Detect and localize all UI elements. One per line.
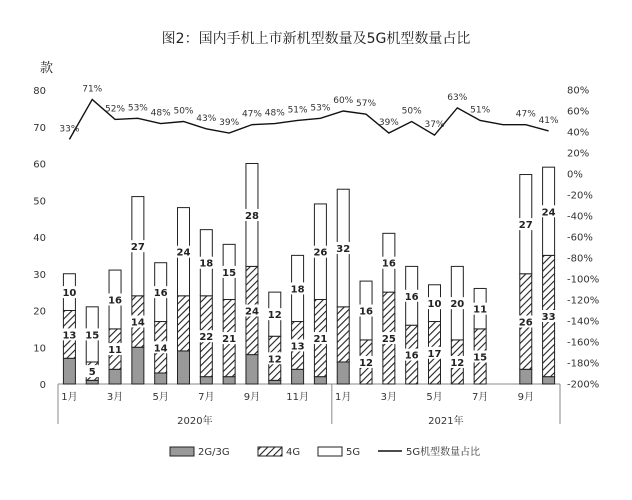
legend-swatch-5g <box>318 447 342 456</box>
pct-label: 48% <box>264 108 285 119</box>
bar-data-label: 10 <box>62 288 77 300</box>
bar-2g3g <box>269 380 281 384</box>
bar-data-label: 24 <box>541 207 556 219</box>
pct-label: 53% <box>127 103 148 114</box>
bar-4g <box>337 307 349 362</box>
legend-swatch-2g3g <box>170 447 194 456</box>
bar-data-label: 13 <box>62 330 77 342</box>
bar-2g3g <box>200 377 212 384</box>
y-axis-label: 款 <box>40 61 54 76</box>
legend-label-pct: 5G机型数量占比 <box>406 447 481 458</box>
y2-tick-label: -160% <box>567 337 600 349</box>
y-tick-label: 20 <box>33 306 46 318</box>
bar-data-label: 5 <box>88 367 96 379</box>
bar-data-label: 16 <box>108 295 123 307</box>
bar-data-label: 22 <box>199 332 214 344</box>
bar-data-label: 33 <box>541 312 556 324</box>
pct-label: 37% <box>424 120 445 131</box>
bar-data-label: 10 <box>427 299 442 311</box>
pct-label: 39% <box>219 118 240 129</box>
pct-label: 60% <box>333 96 354 106</box>
pct-label: 47% <box>515 109 536 120</box>
legend-label-5g: 5G <box>346 447 361 458</box>
bar-2g3g <box>223 377 235 384</box>
legend <box>170 445 480 458</box>
pct-label: 51% <box>287 105 308 116</box>
pct-label: 50% <box>401 106 422 117</box>
x-tick-label: 5月 <box>152 392 169 403</box>
pct-label: 39% <box>378 118 399 129</box>
y2-tick-label: 20% <box>567 148 590 160</box>
bar-data-label: 27 <box>518 220 533 232</box>
y2-tick-label: 60% <box>567 106 590 118</box>
bar-data-label: 15 <box>473 352 488 364</box>
bar-data-label: 12 <box>450 357 465 369</box>
y2-tick-label: 0% <box>567 169 583 181</box>
pct-label: 43% <box>196 113 217 124</box>
bar-data-label: 16 <box>404 350 419 362</box>
y2-tick-label: -60% <box>567 232 593 244</box>
x-tick-label: 9月 <box>517 392 534 403</box>
bar-2g3g <box>63 358 75 384</box>
bar-2g3g <box>86 380 98 384</box>
y2-tick-label: -140% <box>567 316 600 328</box>
bar-data-label: 15 <box>85 330 100 342</box>
y2-tick-label: -40% <box>567 211 593 223</box>
y2-tick-label: -80% <box>567 253 593 265</box>
legend-label-4g: 4G <box>286 447 301 458</box>
y2-tick-label: 40% <box>567 127 590 139</box>
y2-tick-label: -100% <box>567 274 600 286</box>
x-tick-label: 9月 <box>243 392 261 403</box>
bar-data-label: 15 <box>222 267 237 279</box>
bar-2g3g <box>109 369 121 384</box>
x-tick-label: 7月 <box>471 392 489 403</box>
bar-data-label: 27 <box>130 242 145 254</box>
legend-swatch-4g <box>258 447 282 456</box>
bar-2g3g <box>314 377 326 384</box>
bar-data-label: 20 <box>450 299 465 311</box>
y2-tick-label: -120% <box>567 295 600 307</box>
bar-data-label: 11 <box>473 304 488 316</box>
bar-data-label: 18 <box>199 258 214 270</box>
bar-data-label: 26 <box>313 247 328 259</box>
y-tick-label: 80 <box>33 86 46 97</box>
chart-title: 图2：国内手机上市新机型数量及5G机型数量占比 <box>161 31 471 47</box>
bar-2g3g <box>543 377 555 384</box>
bar-data-label: 11 <box>108 345 123 357</box>
x-tick-label: 1月 <box>335 392 352 403</box>
pct-label: 52% <box>105 104 126 115</box>
bar-2g3g <box>246 355 258 384</box>
pct-label: 57% <box>356 99 377 110</box>
y-tick-label: 10 <box>33 343 46 355</box>
bar-data-label: 14 <box>153 343 168 355</box>
pct-label: 51% <box>470 105 491 116</box>
y2-tick-label: 80% <box>567 85 590 97</box>
y-tick-label: 0 <box>39 380 46 391</box>
bar-data-label: 24 <box>244 306 259 318</box>
year-label: 2021年 <box>428 416 464 427</box>
y-tick-label: 60 <box>33 159 46 171</box>
x-tick-label: 7月 <box>198 392 215 403</box>
y-tick-label: 40 <box>33 233 46 244</box>
y2-tick-label: -200% <box>567 379 600 391</box>
bar-data-label: 24 <box>176 247 191 259</box>
bar-data-label: 12 <box>359 357 374 369</box>
y-tick-label: 70 <box>33 122 46 134</box>
bar-data-label: 12 <box>267 310 282 322</box>
bar-2g3g <box>155 373 167 384</box>
bar-data-label: 21 <box>222 334 237 346</box>
pct-label: 48% <box>150 108 171 119</box>
bar-2g3g <box>520 369 532 384</box>
bar-data-label: 16 <box>404 291 419 303</box>
bar-data-label: 13 <box>290 341 305 353</box>
bar-data-label: 16 <box>153 288 168 300</box>
y2-tick-label: -20% <box>567 190 593 202</box>
bar-2g3g <box>132 347 144 384</box>
year-label: 2020年 <box>177 416 213 427</box>
legend-label-2g3g: 2G/3G <box>198 447 230 458</box>
y-tick-label: 30 <box>33 269 46 281</box>
bar-data-label: 21 <box>313 334 328 346</box>
bar-data-label: 12 <box>267 354 282 366</box>
bar-2g3g <box>178 351 190 384</box>
y2-tick-label: -180% <box>567 358 600 370</box>
bar-data-label: 32 <box>336 244 351 256</box>
pct-label: 41% <box>538 115 559 126</box>
pct-label: 33% <box>59 124 80 135</box>
pct-label: 47% <box>241 109 262 120</box>
x-tick-label: 3月 <box>380 392 398 403</box>
x-tick-label: 11月 <box>286 392 309 403</box>
pct-line <box>59 84 559 139</box>
pct-label: 63% <box>447 92 468 103</box>
x-tick-label: 5月 <box>426 392 443 403</box>
pct-label: 71% <box>82 84 103 95</box>
pct-label: 53% <box>310 103 331 114</box>
bar-data-label: 17 <box>427 348 442 360</box>
bar-data-label: 18 <box>290 284 305 296</box>
bar-2g3g <box>292 369 304 384</box>
bar-data-label: 14 <box>130 317 145 329</box>
bar-data-label: 25 <box>381 334 396 346</box>
bar-4g <box>178 296 190 351</box>
x-tick-label: 1月 <box>61 392 78 403</box>
bar-data-label: 26 <box>518 317 533 329</box>
bar-data-label: 16 <box>381 258 396 270</box>
bar-2g3g <box>337 362 349 384</box>
y-tick-label: 50 <box>33 196 46 208</box>
bar-data-label: 16 <box>359 306 374 318</box>
pct-label: 50% <box>173 106 194 117</box>
bar-data-label: 28 <box>244 210 259 222</box>
x-tick-label: 3月 <box>106 392 124 403</box>
